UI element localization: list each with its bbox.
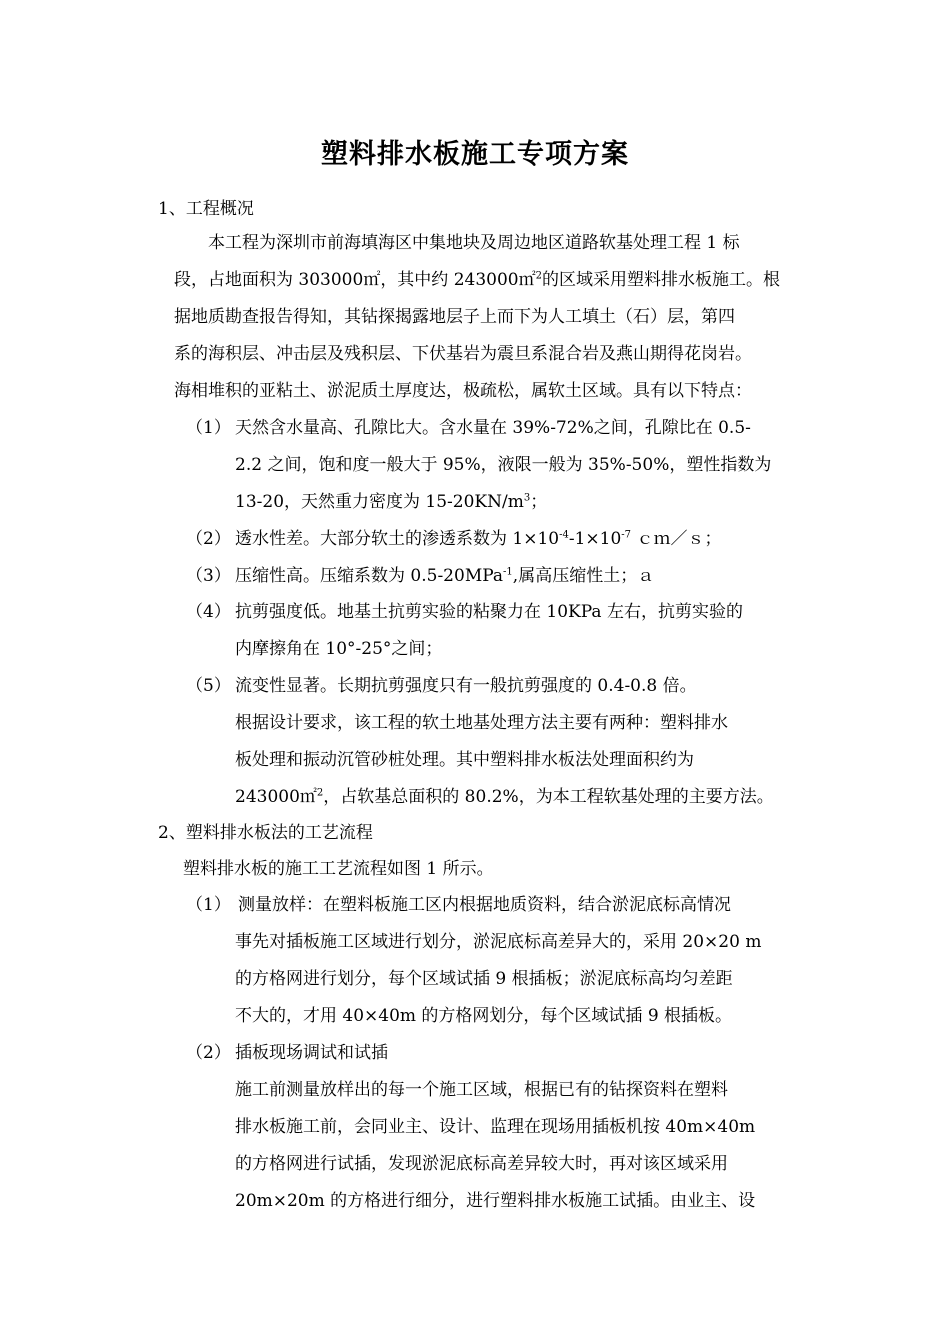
- list-item-line: 施工前测量放样出的每一个施工区域，根据已有的钻探资料在塑料: [235, 1080, 728, 1100]
- document-title: 塑料排水板施工专项方案: [321, 139, 629, 170]
- section-heading: 2、塑料排水板法的工艺流程: [158, 823, 373, 843]
- paragraph-line: 海相堆积的亚粘土、淤泥质土厚度达，极疏松，属软土区域。具有以下特点：: [174, 381, 752, 401]
- list-number: （1）: [186, 895, 231, 915]
- paragraph-line: 243000㎡$^2$，占软基总面积的 80.2%，为本工程软基处理的主要方法。: [235, 787, 774, 807]
- list-item-line: 插板现场调试和试插: [235, 1043, 388, 1063]
- list-item-line: 的方格网进行划分，每个区域试插 9 根插板；淤泥底标高均匀差距: [235, 969, 733, 989]
- list-item-line: 透水性差。大部分软土的渗透系数为 $1\times 10^{-4}-1\times 10^{-7}$ ｃｍ／ｓ；: [235, 529, 722, 549]
- paragraph-line: 根据设计要求，该工程的软土地基处理方法主要有两种：塑料排水: [235, 713, 728, 733]
- paragraph-line: 板处理和振动沉管砂桩处理。其中塑料排水板法处理面积约为: [235, 750, 694, 770]
- list-number: （2）: [186, 529, 231, 549]
- list-number: （3）: [186, 566, 231, 586]
- paragraph-line: 塑料排水板的施工工艺流程如图 1 所示。: [183, 859, 494, 879]
- list-item-line: 测量放样：在塑料板施工区内根据地质资料，结合淤泥底标高情况: [238, 895, 731, 915]
- list-item-line: 20m×20m 的方格进行细分，进行塑料排水板施工试插。由业主、设: [235, 1191, 756, 1211]
- list-item-line: 13-20，天然重力密度为 $15-20KN/m^3$；: [235, 492, 548, 512]
- list-item-line: 抗剪强度低。地基土抗剪实验的粘聚力在 10KPa 左右，抗剪实验的: [235, 602, 743, 622]
- section-heading: 1、工程概况: [158, 199, 254, 219]
- list-item-line: 的方格网进行试插，发现淤泥底标高差异较大时，再对该区域采用: [235, 1154, 728, 1174]
- list-number: （5）: [186, 676, 231, 696]
- list-item-line: 事先对插板施工区域进行划分，淤泥底标高差异大的，采用 20×20 m: [235, 932, 762, 952]
- list-item-line: 流变性显著。长期抗剪强度只有一般抗剪强度的 0.4-0.8 倍。: [235, 676, 697, 696]
- list-number: （2）: [186, 1043, 231, 1063]
- list-number: （1）: [186, 418, 231, 438]
- paragraph-line: 段，占地面积为 303000㎡，其中约 243000㎡$^2$的区域采用塑料排水板施工。根: [174, 270, 780, 290]
- list-item-line: 不大的，才用 40×40m 的方格网划分，每个区域试插 9 根插板。: [235, 1006, 733, 1026]
- list-item-line: 压缩性高。压缩系数为 0.5-20MPa$^{-1}$,属高压缩性土；ａ: [235, 566, 655, 586]
- paragraph-line: 据地质勘查报告得知，其钻探揭露地层子上而下为人工填土（石）层，第四: [174, 307, 735, 327]
- paragraph-line: 本工程为深圳市前海填海区中集地块及周边地区道路软基处理工程 1 标: [208, 233, 740, 253]
- list-item-line: 排水板施工前，会同业主、设计、监理在现场用插板机按 40m×40m: [235, 1117, 756, 1137]
- list-item-line: 内摩擦角在 10°-25°之间；: [235, 639, 443, 659]
- list-number: （4）: [186, 602, 231, 622]
- list-item-line: 2.2 之间，饱和度一般大于 95%，液限一般为 35%-50%，塑性指数为: [235, 455, 772, 475]
- paragraph-line: 系的海积层、冲击层及残积层、下伏基岩为震旦系混合岩及燕山期得花岗岩。: [174, 344, 752, 364]
- list-item-line: 天然含水量高、孔隙比大。含水量在 39%-72%之间，孔隙比在 0.5-: [235, 418, 751, 438]
